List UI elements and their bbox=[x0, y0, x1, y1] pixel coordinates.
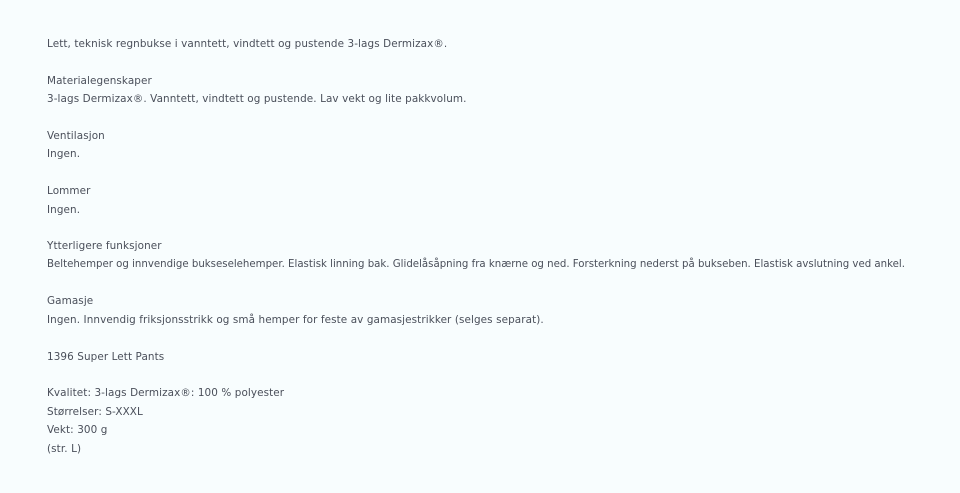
intro-text: Lett, teknisk regnbukse i vanntett, vindtett og pustende 3-lags Dermizax®. bbox=[47, 38, 448, 50]
gaiter-heading: Gamasje bbox=[47, 295, 94, 308]
ventilation-text: Ingen. bbox=[47, 148, 81, 161]
spec-sizes: Størrelser: S-XXXL bbox=[47, 405, 143, 418]
material-heading: Materialegenskaper bbox=[47, 74, 152, 87]
pockets-text: Ingen. bbox=[47, 203, 81, 216]
pockets-heading: Lommer bbox=[47, 185, 91, 198]
ventilation-heading: Ventilasjon bbox=[47, 129, 105, 142]
features-heading: Ytterligere funksjoner bbox=[47, 240, 162, 253]
spec-weight: Vekt: 300 g bbox=[47, 424, 108, 437]
spec-quality: Kvalitet: 3-lags Dermizax®: 100 % polyester bbox=[47, 387, 285, 400]
gaiter-text: Ingen. Innvendig friksjonsstrikk og små hemper for feste av gamasjestrikker (selges separat). bbox=[47, 313, 544, 326]
features-text: Beltehemper og innvendige bukseselehemper. Elastisk linning bak. Glidelåsåpning fra knærne og ned. Forsterkning nederst på bukseben. Elastisk avslutning ved ankel. bbox=[47, 258, 906, 270]
spec-weight-note: (str. L) bbox=[47, 442, 82, 455]
material-text: 3-lags Dermizax®. Vanntett, vindtett og pustende. Lav vekt og lite pakkvolum. bbox=[47, 93, 467, 106]
product-name: 1396 Super Lett Pants bbox=[47, 350, 165, 363]
